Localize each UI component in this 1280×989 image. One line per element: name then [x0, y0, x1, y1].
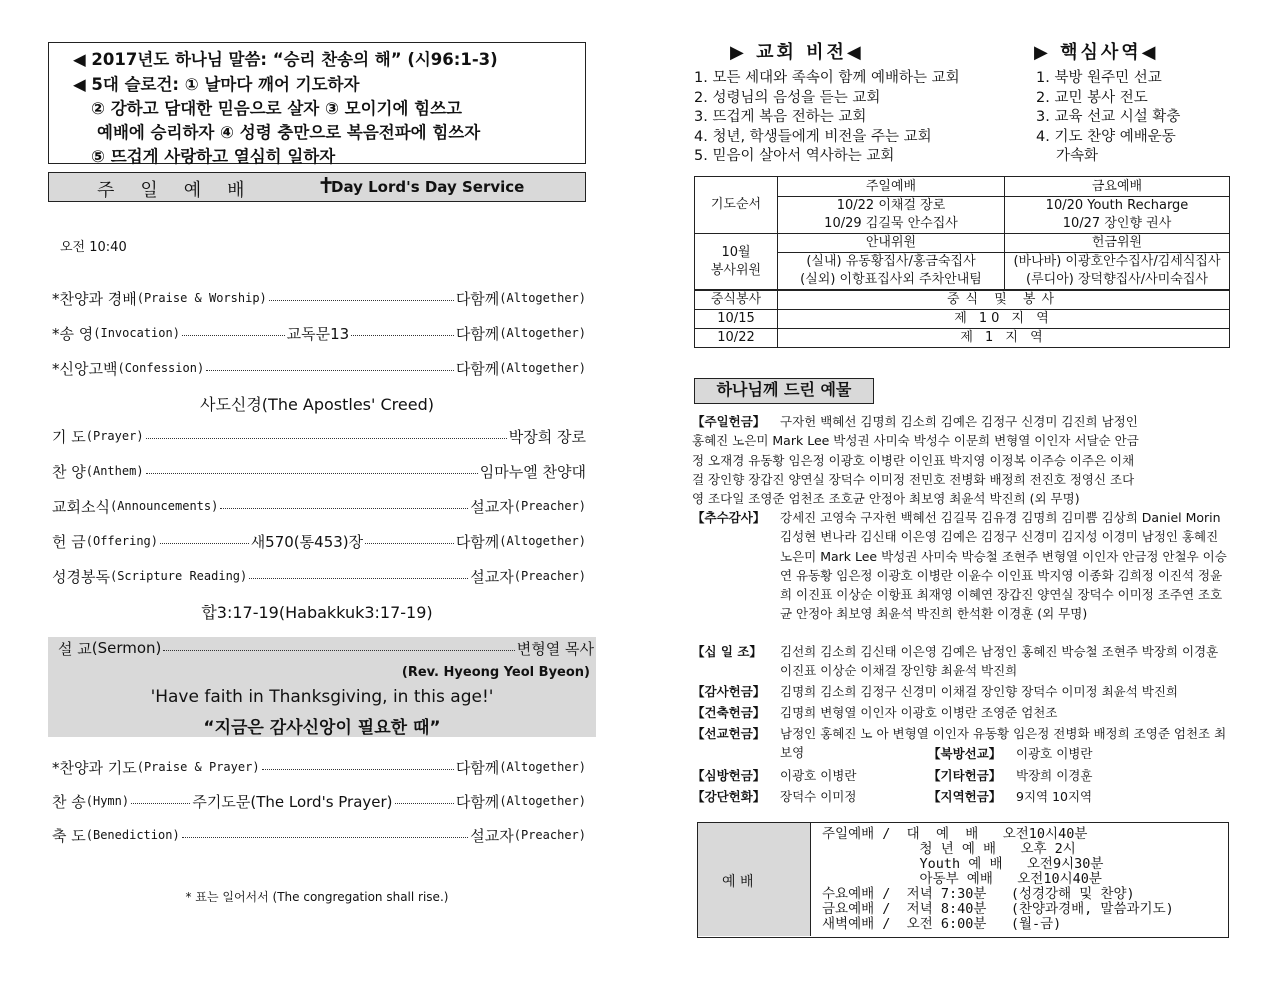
offering-label: 【지역헌금】 [928, 789, 1002, 804]
schedule-label: 예 배 [722, 874, 754, 890]
offering-label: 【주일헌금】 [692, 414, 766, 429]
order-item-detail: 교독문13 [286, 324, 350, 343]
offering-group-visit [692, 766, 922, 786]
scripture-ref: 합3:17-19(Habakkuk3:17-19) [201, 603, 433, 622]
schedule-line: 금요예배 / 저녁 8:40분 (찬양과경배, 말씀과기도) [822, 901, 1174, 917]
meal-date-1: 10/15 [695, 310, 778, 329]
offering-group-north [928, 744, 1228, 764]
dot-leader [365, 543, 454, 544]
order-item-label: 찬 양 [52, 462, 86, 481]
order-item [52, 756, 586, 778]
order-item [52, 425, 586, 447]
schedule-line: 새벽예배 / 오전 6:00분 (월-금) [822, 916, 1062, 932]
schedule-label-cell [698, 823, 811, 936]
order-item-leader: 설교자 [470, 567, 514, 586]
order-item-leader: 다함께 [455, 532, 500, 551]
motto-box [48, 42, 586, 164]
offering-committee-1: (바나바) 이광호안수집사/김세식집사 [1005, 253, 1230, 272]
schedule-line: 주일예배 / 대 예 배 오전10시40분 [822, 826, 1088, 842]
footnote: * 표는 일어서서 (The congregation shall rise.) [185, 890, 449, 904]
creed: 사도신경(The Apostles' Creed) [199, 395, 434, 414]
dot-leader [182, 837, 469, 838]
vision-item: 2. 성령님의 음성을 듣는 교회 [694, 89, 881, 106]
offering-names: 남정인 홍혜진 노 아 변형열 이인자 유동황 임은정 전병화 배정희 조영준 엄천조 최보영 [780, 726, 1227, 761]
offering-committee-label: 헌금위원 [1005, 234, 1230, 253]
dot-leader [146, 473, 478, 474]
offering-names: 김선희 김소희 김신태 이은영 김예은 남정인 홍혜진 박승철 조현주 박장희 이경훈 이진표 이상순 이채걸 장인향 최윤석 박진희 [780, 644, 1219, 679]
dot-leader [146, 438, 507, 439]
service-title-ko: 주일예배 [97, 180, 271, 201]
offering-label: 【감사헌금】 [692, 684, 766, 699]
order-item-leader-en: (Preacher) [513, 828, 586, 842]
sunday-label: 주일예배 [778, 177, 1005, 197]
core-title: ▶ 핵심사역◀ [1034, 42, 1159, 63]
dot-leader [262, 769, 454, 770]
dot-leader [163, 650, 514, 651]
dot-leader [249, 578, 468, 579]
order-item-label: *찬양과 경배 [52, 289, 137, 308]
core-item: 가속화 [1056, 148, 1099, 164]
order-item [52, 287, 586, 309]
core-item: 3. 교육 선교 시설 확충 [1036, 109, 1181, 125]
core-item: 1. 북방 원주민 선교 [1036, 70, 1162, 86]
order-item-label-en: (Invocation) [93, 326, 180, 340]
meal-label: 중식봉사 [695, 290, 778, 310]
year-verse: ◀ 2017년도 하나님 말씀: “승리 찬송의 해” (시96:1-3) [73, 50, 498, 69]
order-item-label-en: (Announcements) [109, 499, 219, 513]
order-item-leader: 다함께 [455, 324, 500, 343]
order-item-leader: 다함께 [455, 792, 500, 811]
meal-date-2: 10/22 [695, 329, 778, 348]
order-item-label: 기 도 [52, 427, 86, 446]
order-item-leader: 다함께 [455, 289, 500, 308]
offering-committee-2: (루디아) 장덕향집사/사미숙집사 [1005, 271, 1230, 290]
offering-names: 김명희 변형열 이인자 이광호 이병란 조영준 엄천조 [780, 705, 1058, 720]
order-item [52, 495, 586, 517]
offering-names: 이광호 이병란 [780, 768, 857, 783]
slogan-5: ⑤ 뜨겁게 사랑하고 열심히 일하자 [91, 147, 336, 166]
offering-names: 이광호 이병란 [1016, 746, 1093, 761]
vision-item: 3. 뜨겁게 복음 전하는 교회 [694, 109, 867, 125]
offering-label: 【선교헌금】 [692, 726, 766, 741]
order-item [52, 322, 586, 344]
offering-names: 9지역 10지역 [1016, 789, 1093, 804]
offering-label: 【북방선교】 [928, 746, 1002, 761]
offering-names: 김명희 김소희 김정구 신경미 이채걸 장인향 장덕수 이미정 최윤석 박진희 [780, 684, 1179, 699]
worship-schedule [697, 822, 1229, 938]
order-item-leader-en: (Preacher) [513, 569, 586, 583]
order-item-leader-en: (Altogether) [499, 361, 586, 375]
duty-table [694, 176, 1230, 348]
sermon-label-en: (Sermon) [91, 639, 162, 657]
offering-group-flowers [692, 787, 922, 807]
order-item-label: 찬 송 [52, 792, 86, 811]
serve-committee-label: 봉사위원 [710, 262, 762, 278]
sermon-row [58, 637, 594, 659]
order-item-leader-en: (Altogether) [499, 794, 587, 808]
service-title-en: Day Lord's Day Service [331, 178, 525, 196]
vision-item: 5. 믿음이 살아서 역사하는 교회 [694, 148, 895, 164]
offerings-title: 하나님께 드린 예물 [694, 378, 874, 404]
order-item [52, 530, 586, 552]
order-item-label-en: (Confession) [117, 361, 205, 375]
dot-leader [269, 300, 454, 301]
friday-label: 금요예배 [1005, 177, 1230, 197]
offering-group-region [928, 787, 1228, 807]
offering-names: 박장희 이경훈 [1016, 768, 1093, 783]
dot-leader [395, 803, 454, 804]
prayer-label: 기도순서 [695, 177, 778, 234]
order-item-label-en: (Prayer) [85, 429, 144, 443]
order-item-label: *찬양과 기도 [52, 758, 137, 777]
slogan-1: ◀ 5대 슬로건: ① 날마다 깨어 기도하자 [73, 75, 360, 94]
dot-leader [206, 370, 454, 371]
vision-item: 1. 모든 세대와 족속이 함께 예배하는 교회 [694, 70, 960, 86]
order-item-leader-en: (Altogether) [499, 326, 587, 340]
order-item-label-en: (Offering) [85, 534, 158, 548]
service-time: 오전 10:40 [60, 240, 127, 255]
dot-leader [160, 543, 249, 544]
order-item-label-en: (Benediction) [85, 828, 180, 842]
offering-group-sunday [692, 412, 1232, 508]
order-item-label-en: (Praise & Worship) [136, 291, 267, 305]
offering-label: 【강단헌화】 [692, 789, 766, 804]
sunday-prayer-1: 10/22 이채걸 장로 [778, 197, 1005, 216]
order-item-leader: 박장희 장로 [508, 427, 586, 446]
offering-names: 강세진 고영숙 구자헌 백혜선 김길묵 김유경 김명희 김미쁨 김상희 Daniel Morin 김성현 변나라 김신태 이은영 김예은 김정구 신경미 김지성 이경미 남정인 홍혜진 노은미 Mark Lee 박성권 사미숙 박승철 조현주 변형열 이인자 안금정 안철우 이승연 유동황 임은정 이광호 이병란 이윤수 이인표 박지영 이종화 김희정 이진석 정윤희 이진표 이상순 이항표 최재영 이혜연 장갑진 양연실 장덕수 이미정 조주연 조호균 안정아 최보영 최윤석 박진희 한석환 이경훈 (외 무명) [780, 510, 1227, 622]
sermon-box [48, 637, 596, 737]
order-item [52, 460, 586, 482]
dot-leader [351, 335, 454, 336]
schedule-line: 청 년 예 배 오후 2시 [822, 841, 1076, 857]
sermon-title-en: 'Have faith in Thanksgiving, in this age!' [150, 687, 494, 707]
core-item: 4. 기도 찬양 예배운동 [1036, 128, 1176, 145]
order-item-leader: 다함께 [455, 758, 500, 777]
offering-label: 【건축헌금】 [692, 705, 766, 720]
order-item-leader-en: (Altogether) [499, 291, 586, 305]
order-item [52, 824, 586, 846]
order-item-label: 축 도 [52, 826, 86, 845]
order-item-label-en: (Anthem) [85, 464, 144, 478]
offering-names: 장덕수 이미정 [780, 789, 857, 804]
order-item-leader: 다함께 [455, 359, 500, 378]
offering-label: 【심방헌금】 [692, 768, 766, 783]
order-item-label-en: (Praise & Prayer) [136, 760, 260, 774]
friday-prayer-2: 10/27 장인향 권사 [1005, 215, 1230, 234]
order-item [52, 357, 586, 379]
guide-label: 안내위원 [778, 234, 1005, 253]
sermon-preacher: 변형열 목사 [516, 639, 594, 658]
service-title-bar [48, 172, 586, 202]
order-item-detail: 새570(통453)장 [250, 532, 364, 551]
sermon-label: 설 교 [58, 639, 92, 658]
serve-label [695, 234, 778, 291]
offering-group-harvest [692, 508, 1232, 640]
offering-group-tithe [692, 642, 1232, 682]
offering-label: 【십 일 조】 [692, 644, 762, 659]
guide-1: (실내) 유동황집사/홍금숙집사 [778, 253, 1005, 272]
order-item-leader: 설교자 [470, 497, 514, 516]
slogan-3-4: 예배에 승리하자 ④ 성령 충만으로 복음전파에 힘쓰자 [97, 123, 481, 142]
core-item: 2. 교민 봉사 전도 [1036, 89, 1148, 106]
sermon-preacher-en: (Rev. Hyeong Yeol Byeon) [401, 665, 590, 680]
slogan-2-3: ② 강하고 담대한 믿음으로 살자 ③ 모이기에 힘쓰고 [91, 99, 462, 118]
dot-leader [131, 803, 190, 804]
sermon-title-ko: “지금은 감사신앙이 필요한 때” [203, 718, 441, 738]
order-item-leader-en: (Altogether) [499, 760, 586, 774]
offering-group-other [928, 766, 1228, 786]
dot-leader [220, 508, 468, 509]
order-item-label-en: (Hymn) [85, 794, 130, 808]
offering-group-thanks [692, 682, 1232, 702]
vision-title: ▶ 교회 비전◀ [730, 42, 864, 63]
order-item-leader-en: (Preacher) [513, 499, 586, 513]
schedule-line: 아동부 예배 오전10시40분 [822, 871, 1102, 887]
sunday-prayer-2: 10/29 김길묵 안수집사 [778, 215, 1005, 234]
friday-prayer-1: 10/20 Youth Recharge [1005, 197, 1230, 216]
offering-group-building [692, 703, 1232, 723]
month-label: 10월 [721, 244, 751, 260]
dot-leader [182, 335, 285, 336]
schedule-line: 수요예배 / 저녁 7:30분 (성경강해 및 찬양) [822, 886, 1135, 902]
offering-label: 【기타헌금】 [928, 768, 1002, 783]
order-item-detail: 주기도문(The Lord's Prayer) [192, 792, 393, 811]
order-item-label: *송 영 [52, 324, 94, 343]
order-item-label: 성경봉독 [52, 567, 110, 586]
guide-2: (실외) 이항표집사외 주차안내팀 [778, 271, 1005, 290]
order-item [52, 565, 586, 587]
cross-icon: ✝ [317, 174, 336, 199]
order-item [52, 790, 586, 812]
meal-head: 중식 및 봉사 [778, 290, 1230, 310]
meal-group-1: 제 10 지 역 [778, 310, 1230, 329]
order-item-leader-en: (Altogether) [499, 534, 586, 548]
order-item-leader: 임마누엘 찬양대 [479, 462, 586, 481]
meal-group-2: 제 1 지 역 [778, 329, 1230, 348]
order-item-label: 교회소식 [52, 497, 110, 516]
offering-names: 구자헌 백혜선 김명희 김소희 김예은 김정구 신경미 김진희 남정인 홍혜진 노은미 Mark Lee 박성권 사미숙 박성수 이문희 변형열 이인자 서달순 안금정 오재경 유동황 임은정 이광호 이병란 이인표 박지영 이정복 이주승 이주은 이채걸 장인향 장갑진 양연실 장덕수 이미정 전민호 전병화 배정희 전진호 정영신 조다영 조다일 조영준 엄천조 조호균 안정아 최보영 최윤석 박진희 (외 무명) [692, 414, 1139, 507]
order-item-label-en: (Scripture Reading) [109, 569, 248, 583]
order-item-leader: 설교자 [470, 826, 514, 845]
schedule-line: Youth 예 배 오전9시30분 [822, 856, 1104, 872]
order-item-label: 헌 금 [52, 532, 86, 551]
order-item-label: *신앙고백 [52, 359, 118, 378]
vision-item: 4. 청년, 학생들에게 비전을 주는 교회 [694, 128, 932, 145]
offering-label: 【추수감사】 [692, 510, 766, 525]
